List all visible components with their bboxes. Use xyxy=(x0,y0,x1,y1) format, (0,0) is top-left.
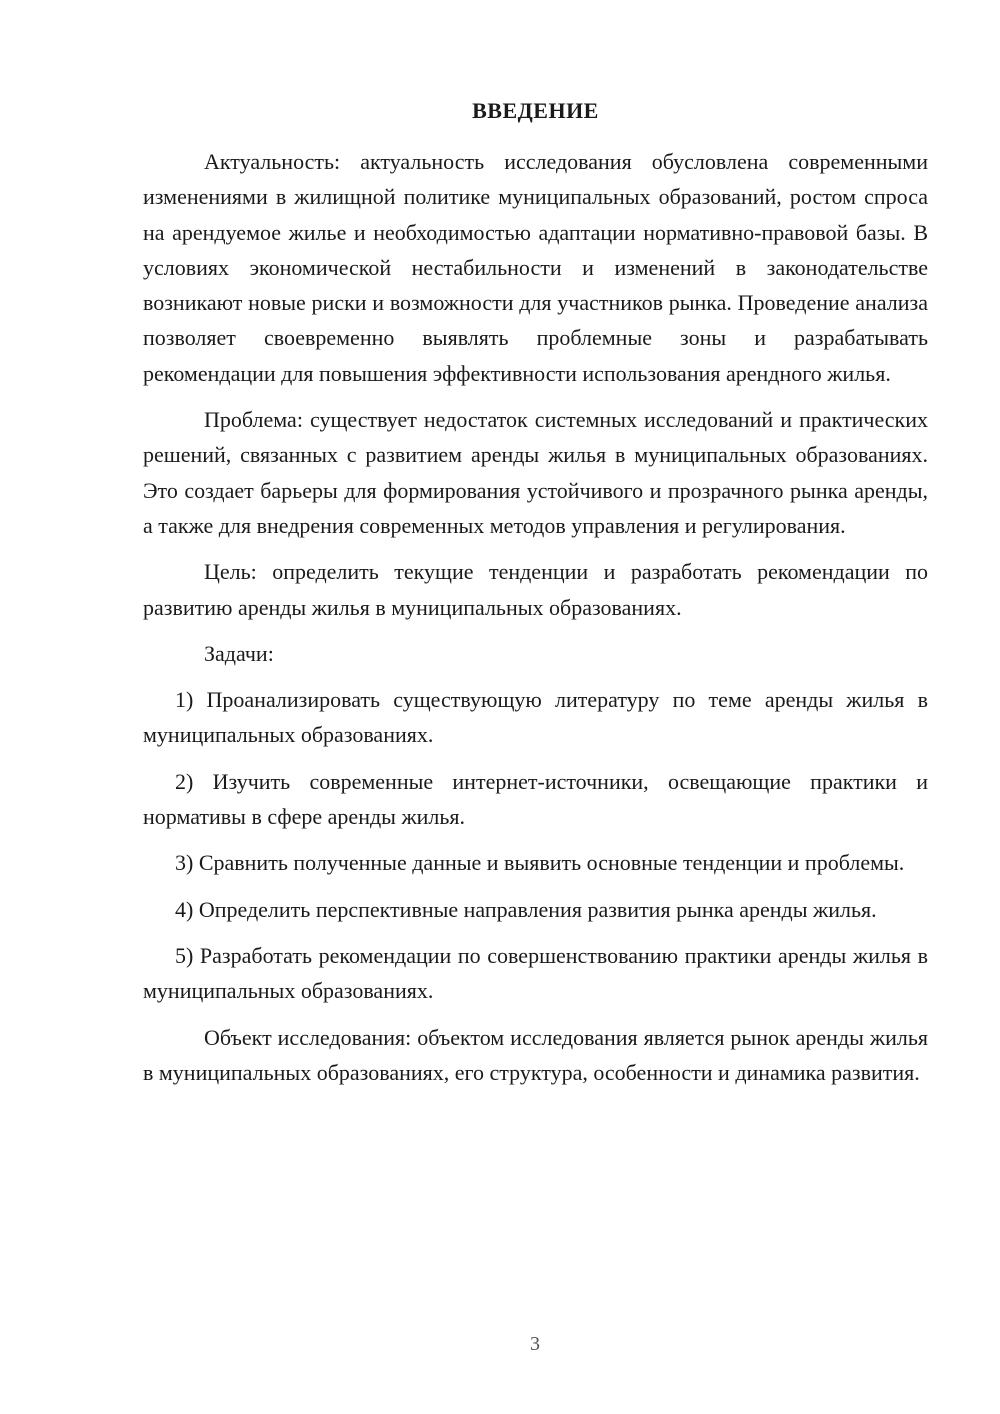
paragraph-goal: Цель: определить текущие тенденции и разработать рекомендации по развитию аренды жилья в муниципальных образованиях. xyxy=(143,559,928,620)
paragraph-object: Объект исследования: объектом исследования является рынок аренды жилья в муниципальных образованиях, его структура, особенности и динамика развития. xyxy=(143,1024,928,1085)
tasks-title: Задачи: xyxy=(204,640,274,666)
section-heading: ВВЕДЕНИЕ xyxy=(472,98,599,123)
paragraph-problem: Проблема: существует недостаток системных исследований и практических решений, связанных с развитием аренды жилья в муниципальных образованиях. Это создает барьеры для формирования устойчивого и прозрачного рынка аренды, а также для внедрения современных методов управления и регулирования. xyxy=(143,407,928,538)
task-item-1: 1) Проанализировать существующую литературу по теме аренды жилья в муниципальных образованиях. xyxy=(143,687,928,748)
task-item-5: 5) Разработать рекомендации по совершенствованию практики аренды жилья в муниципальных образованиях. xyxy=(143,942,928,1004)
paragraph-relevance: Актуальность: актуальность исследования обусловлена современными изменениями в жилищной политике муниципальных образований, ростом спроса на арендуемое жилье и необходимостью адаптации нормативно-правовой базы. В условиях экономической нестабильности и изменений в законодательстве возникают новые риски и возможности для участников рынка. Проведение анализа позволяет своевременно выявлять проблемные зоны и разрабатывать рекомендации для повышения эффективности использования арендного жилья. xyxy=(143,149,928,386)
task-item-3: 3) Сравнить полученные данные и выявить основные тенденции и проблемы. xyxy=(175,850,905,876)
page-content xyxy=(143,94,928,1101)
page-number: 3 xyxy=(530,1333,540,1355)
task-item-2: 2) Изучить современные интернет-источники, освещающие практики и нормативы в сфере аренды жилья. xyxy=(143,768,928,830)
task-item-4: 4) Определить перспективные направления развития рынка аренды жилья. xyxy=(175,896,877,922)
